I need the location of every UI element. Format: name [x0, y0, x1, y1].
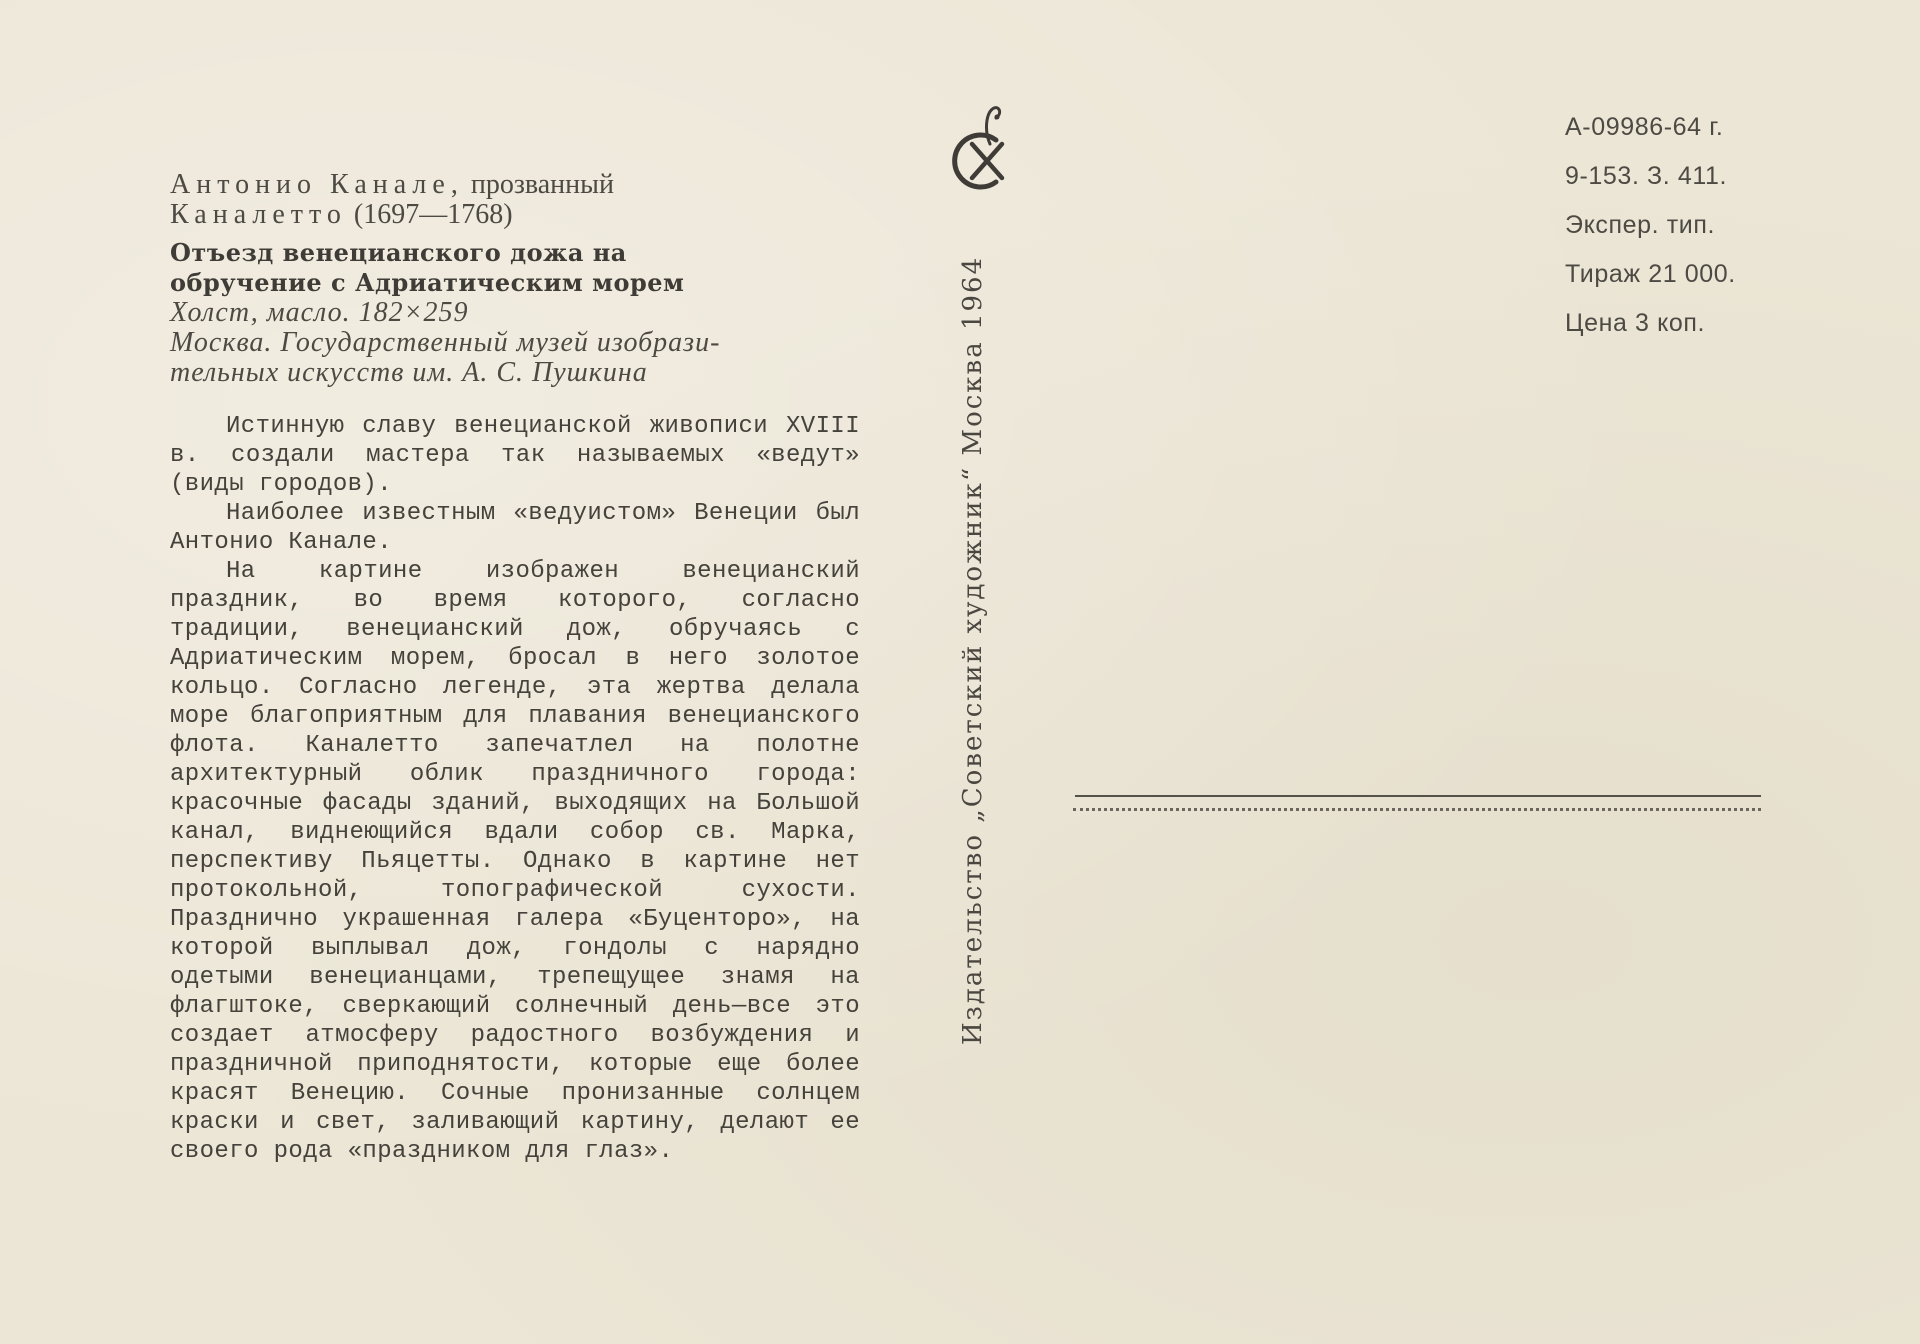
order-number: А-09986-64 г. [1565, 113, 1724, 141]
artwork-location-line1: Москва. Государственный музей изобрази- [170, 327, 721, 358]
print-codes: 9-153. З. 411. [1565, 162, 1728, 190]
artwork-title [170, 238, 860, 298]
description-paragraph: На картине изображен венецианский праздник, во время которого, согласно традиции, венецианский дож, обручаясь с Адриатическим морем, бросал в него золотое кольцо. Согласно легенде, эта жертва делала море благоприятным для плавания венецианского флота. Каналетто запечатлел на полотне архитектурный облик праздничного города: красочные фасады зданий, выходящих на Большой канал, виднеющийся вдали собор св. Марка, перспективу Пьяцетты. Однако в картине нет протокольной, топографической сухости. Празднично украшенная галера «Буценторо», на которой выплывал дож, гондолы с нарядно одетыми венецианцами, трепещущее знамя на флагштоке, сверкающий солнечный день—все это создает атмосферу радостного возбуждения и праздничной приподнятости, которые еще более красят Венецию. Сочные пронизанные солнцем краски и свет, заливающий картину, делают ее своего рода «праздником для глаз». [170, 558, 860, 1165]
artist-alias: Каналетто [170, 199, 347, 230]
artist-alias-line [170, 200, 860, 230]
printer-name: Экспер. тип. [1565, 211, 1716, 239]
address-line-dotted [1073, 808, 1761, 811]
circulation: Тираж 21 000. [1565, 260, 1736, 288]
artist-suffix: прозванный [463, 169, 614, 200]
price: Цена 3 коп. [1565, 309, 1706, 337]
description-paragraph: Истинную славу венецианской живописи XVIII в. создали мастера так называемых «ведут» (виды городов). [170, 413, 860, 498]
description-paragraph: Наиболее известным «ведуистом» Венеции был Антонио Канале. [170, 500, 860, 556]
print-info-block [1565, 110, 1736, 355]
artwork-title-line2: обручение с Адриатическим морем [170, 268, 685, 297]
address-line [1075, 795, 1761, 797]
publisher-line: Издательство „Советский художник“ Москва 1964 [958, 255, 988, 1045]
artist-name: Антонио Канале, [170, 169, 464, 200]
artwork-location-line2: тельных искусств им. А. С. Пушкина [170, 357, 648, 388]
description-text [170, 412, 860, 1166]
artwork-medium: Холст, масло. 182×259 [170, 297, 469, 328]
artist-years: (1697—1768) [346, 199, 513, 230]
artwork-title-line1: Отъезд венецианского дожа на [170, 238, 627, 267]
sovetsky-khudozhnik-logo-icon [950, 100, 1020, 195]
artwork-description-block [170, 170, 860, 1166]
artist-line [170, 170, 860, 200]
